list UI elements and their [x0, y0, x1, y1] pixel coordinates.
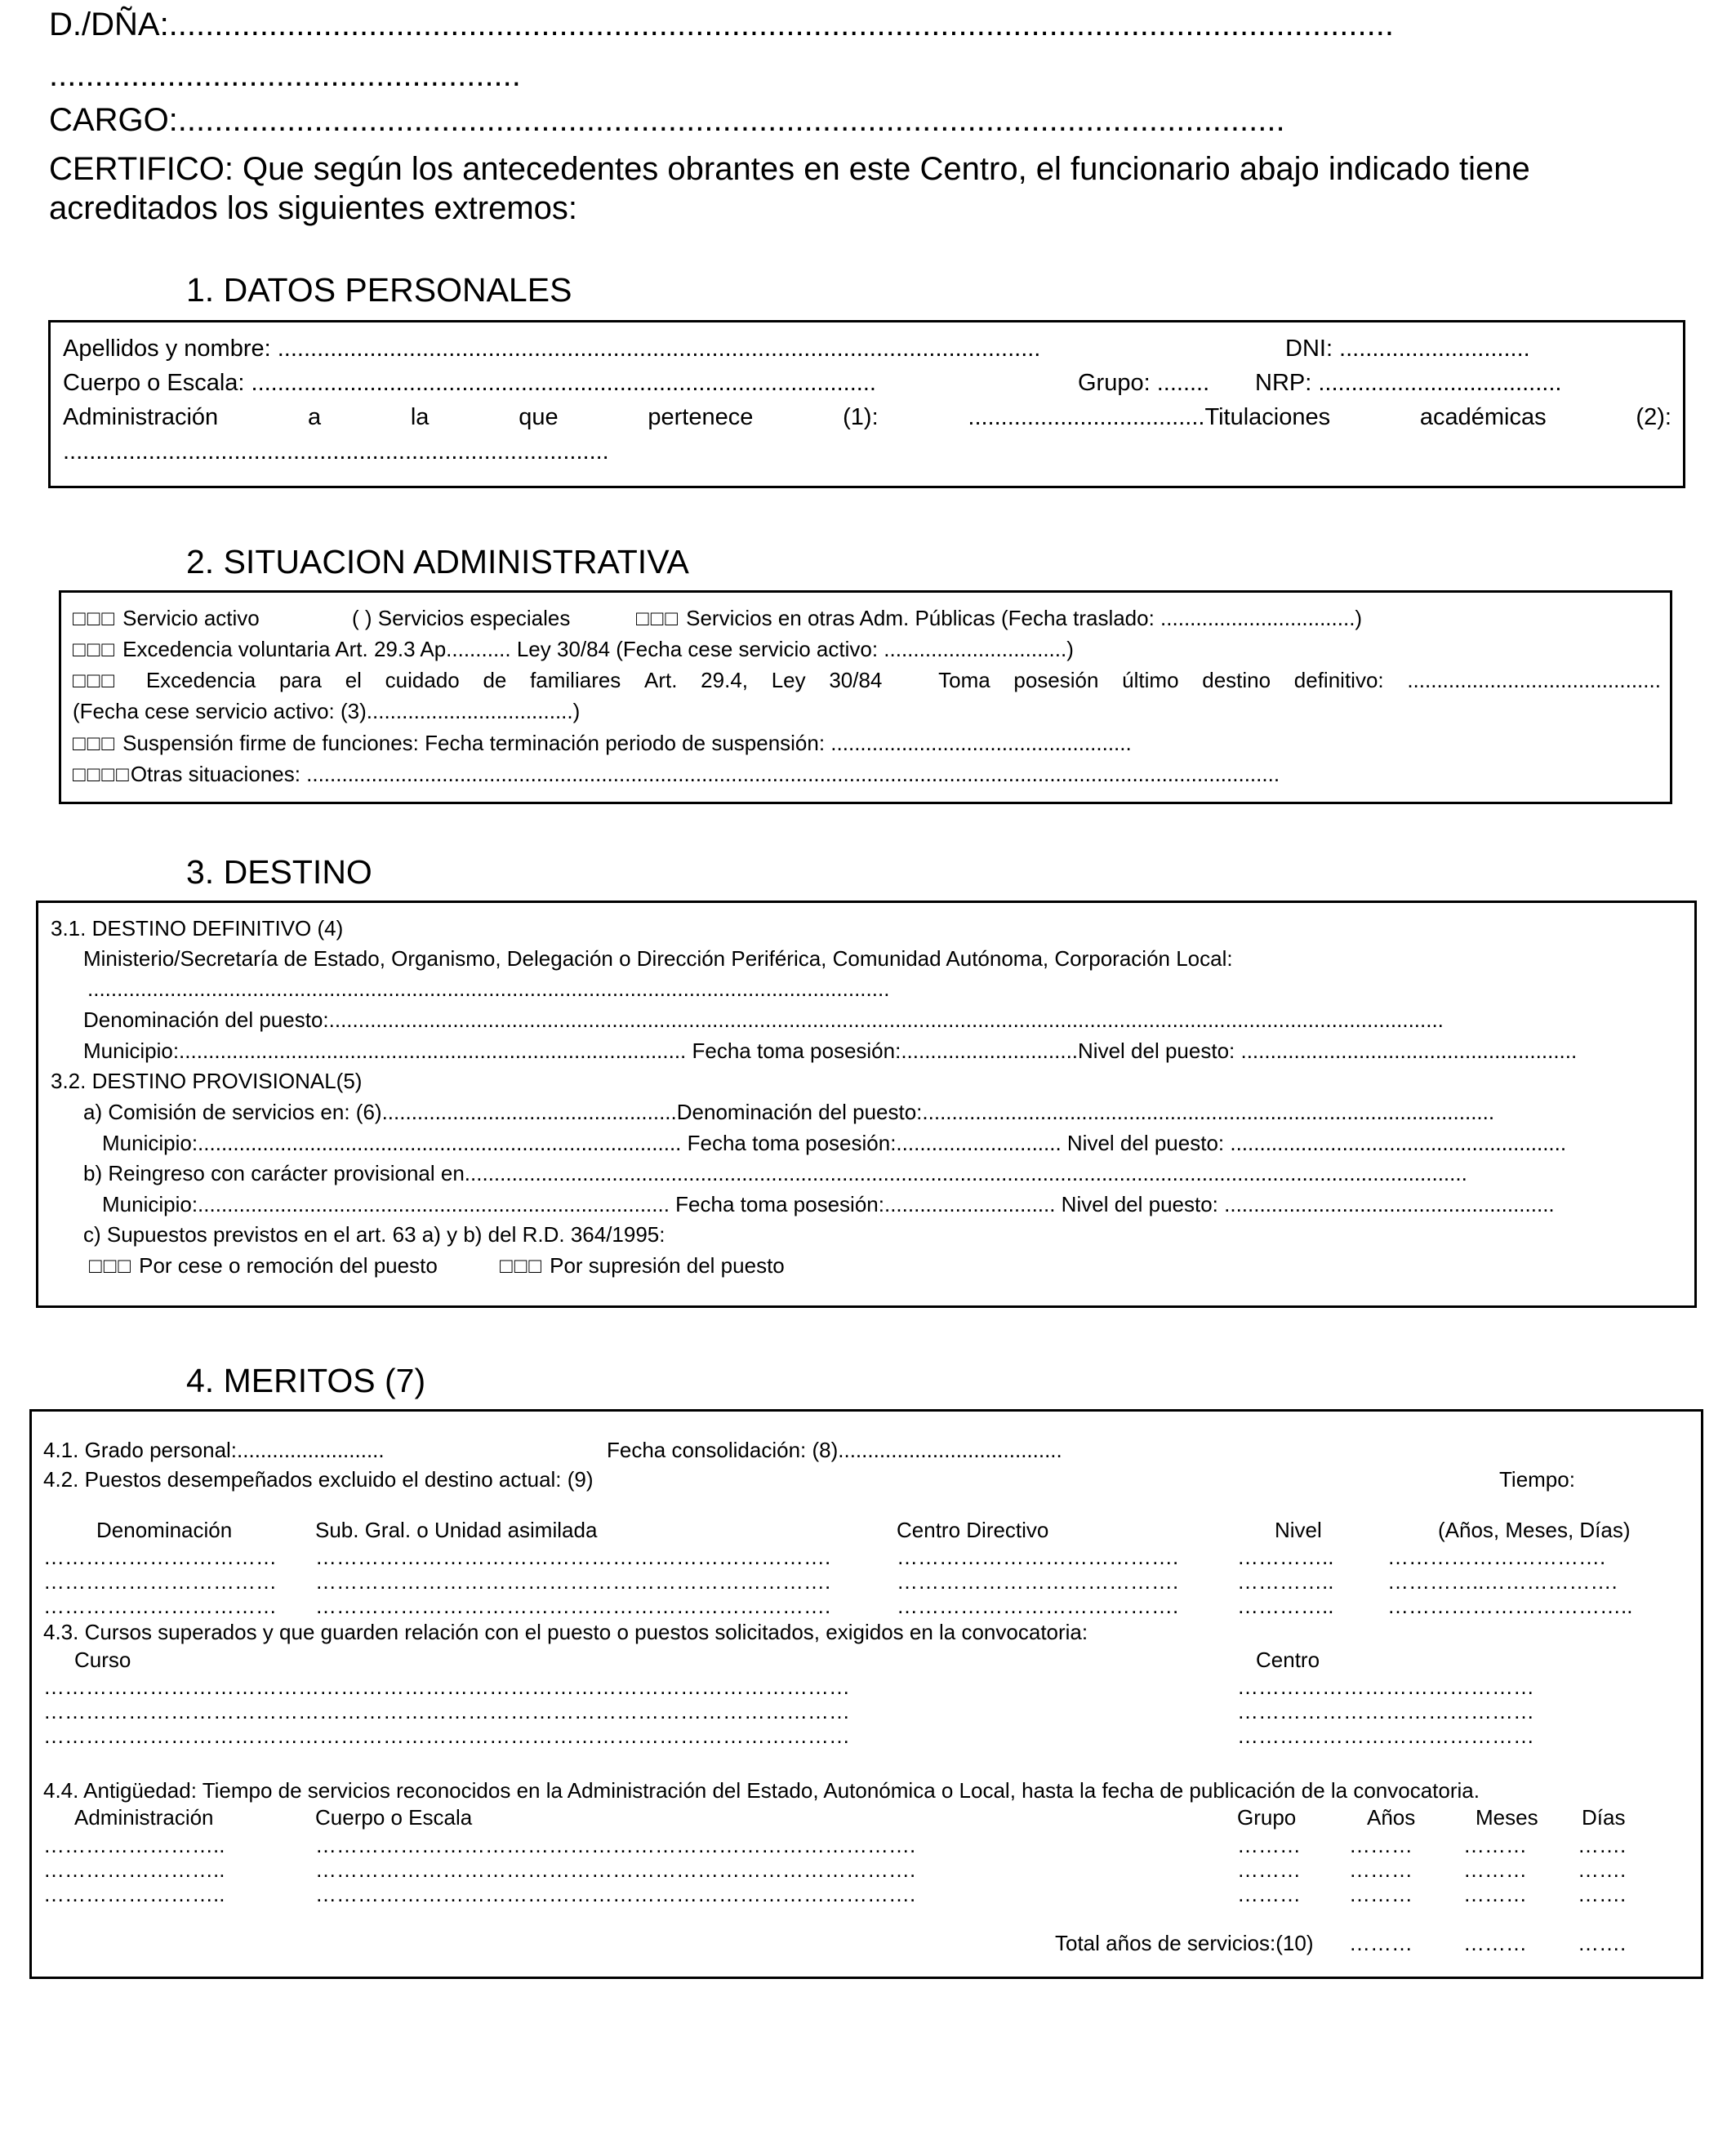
apellidos-field: Apellidos y nombre: .................................................................................................................... — [63, 336, 1041, 362]
word: 29.4, — [701, 668, 748, 692]
table-row-cell: …………………………………………………………………………. — [315, 1857, 916, 1882]
table-row-cell: …………………….. — [43, 1857, 225, 1882]
col-nivel: Nivel — [1275, 1518, 1322, 1542]
table-row-cell: ……… — [1463, 1857, 1527, 1882]
total-meses-value: ……… — [1463, 1931, 1527, 1955]
table-row-cell: …………………………………. — [897, 1569, 1179, 1594]
table-row-cell: …………………………………………………………………………………………………… — [43, 1723, 850, 1748]
table-row-cell: ……… — [1349, 1833, 1413, 1857]
dona-line: D./DÑA:....................................................................................................................................... — [49, 7, 1394, 42]
table-row-cell: …………………………………… — [1237, 1699, 1534, 1723]
table-row-cell: …………………………………. — [897, 1545, 1179, 1569]
table-row-cell: …………………………………………………………………………………………………… — [43, 1674, 850, 1699]
table-row-cell: …………………………. — [1387, 1545, 1606, 1569]
col-tiempo: (Años, Meses, Días) — [1438, 1518, 1631, 1542]
table-row-cell: ……… — [1237, 1857, 1301, 1882]
certifico-line-2: acreditados los siguientes extremos: — [49, 190, 577, 226]
table-row-cell: ……… — [1237, 1833, 1301, 1857]
cargo-line: CARGO:.......................................................................................................................... — [49, 102, 1285, 138]
admin-word: (1): — [843, 404, 879, 430]
nrp-field: NRP: ..................................... — [1255, 370, 1562, 396]
admin-word: Administración — [63, 404, 219, 430]
por-cese-option[interactable]: □□□ Por cese o remoción del puesto — [89, 1253, 438, 1279]
cursos-title: 4.3. Cursos superados y que guarden relación con el puesto o puestos solicitados, exigidos en la convocatoria: — [43, 1620, 1088, 1644]
word: de — [483, 668, 507, 692]
destino-definitivo-denominacion: Denominación del puesto:............................................................................................................................................................................................. — [83, 1007, 1444, 1032]
supuestos-line: c) Supuestos previstos en el art. 63 a) y b) del R.D. 364/1995: — [83, 1222, 665, 1247]
tiempo-label: Tiempo: — [1499, 1467, 1575, 1492]
servicio-activo-option[interactable]: □□□ Servicio activo — [73, 606, 260, 631]
destino-box — [36, 901, 1697, 1308]
table-row-cell: ………….. — [1237, 1569, 1334, 1594]
table-row-cell: ……… — [1463, 1833, 1527, 1857]
table-row-cell: …………..………………. — [1387, 1569, 1618, 1594]
word: ........................................... — [1407, 668, 1661, 692]
fecha-consolidacion-line: Fecha consolidación: (8)...................................... — [607, 1438, 1062, 1462]
word: el — [345, 668, 362, 692]
otras-situaciones-option[interactable]: □□□□ Otras situaciones: ..................................................................................................................................................................... — [73, 762, 1280, 787]
table-row-cell: …………………………… — [43, 1545, 277, 1569]
destino-definitivo-organismo-dots: ........................................................................................................................................ — [87, 976, 890, 1001]
otras-adm-option[interactable]: □□□ Servicios en otras Adm. Públicas (Fecha traslado: .................................) — [636, 606, 1362, 631]
table-row-cell: ……. — [1578, 1882, 1627, 1906]
cuerpo-field: Cuerpo o Escala: ............................................................................................... — [63, 370, 876, 396]
grado-personal-line: 4.1. Grado personal:......................... — [43, 1438, 385, 1462]
servicios-especiales-option[interactable]: ( ) Servicios especiales — [352, 606, 571, 630]
excedencia-familiares-option[interactable] — [73, 668, 1661, 693]
table-row-cell: ……. — [1578, 1833, 1627, 1857]
section-2-title: 2. SITUACION ADMINISTRATIVA — [186, 543, 689, 580]
titulaciones-continued: ................................................................................... — [63, 438, 609, 465]
section-4-title: 4. MERITOS (7) — [186, 1362, 426, 1399]
table-row-cell: ………….. — [1237, 1594, 1334, 1618]
admin-word: pertenece — [648, 404, 754, 430]
col-dias: Días — [1582, 1805, 1626, 1830]
certifico-text: CERTIFICO: Que según los antecedentes obrantes en este Centro, el funcionario abajo indicado tiene — [49, 151, 1530, 187]
table-row-cell: ……… — [1349, 1857, 1413, 1882]
table-row-cell: …………………………………………………………………………. — [315, 1833, 916, 1857]
destino-definitivo-title: 3.1. DESTINO DEFINITIVO (4) — [51, 916, 344, 941]
table-row-cell: ……… — [1237, 1882, 1301, 1906]
por-supresion-option[interactable]: □□□ Por supresión del puesto — [500, 1253, 785, 1279]
table-row-cell: …………………….. — [43, 1882, 225, 1906]
dona-line-continued: .................................................... — [49, 57, 521, 93]
word: Toma — [938, 668, 990, 692]
table-row-cell: ………….. — [1237, 1545, 1334, 1569]
section-3-title: 3. DESTINO — [186, 853, 372, 891]
table-row-cell: ……… — [1463, 1882, 1527, 1906]
section-1-title: 1. DATOS PERSONALES — [186, 271, 572, 309]
reingreso-municipio-line: Municipio:................................................................................ Fecha toma posesión:............................. Nivel del puesto: ........................................................ — [102, 1192, 1555, 1216]
table-row-cell: …………………………….. — [1387, 1594, 1633, 1618]
table-row-cell: …………………………………… — [1237, 1723, 1534, 1748]
word: 30/84 — [829, 668, 883, 692]
dni-field: DNI: ............................. — [1285, 336, 1530, 362]
antiguedad-title: 4.4. Antigüedad: Tiempo de servicios reconocidos en la Administración del Estado, Autonómica o Local, hasta la fecha de publicación de la convocatoria. — [43, 1778, 1480, 1803]
puestos-title: 4.2. Puestos desempeñados excluido el destino actual: (9) — [43, 1467, 594, 1492]
admin-word: a — [307, 404, 322, 430]
excedencia-voluntaria-option[interactable]: □□□ Excedencia voluntaria Art. 29.3 Ap........... Ley 30/84 (Fecha cese servicio activo: ...............................) — [73, 637, 1074, 662]
admin-word: ....................................Titulaciones — [968, 404, 1331, 430]
word: posesión — [1013, 668, 1099, 692]
col-grupo: Grupo — [1237, 1805, 1297, 1830]
col-centro-directivo: Centro Directivo — [897, 1518, 1049, 1542]
table-row-cell: …………………………… — [43, 1594, 277, 1618]
table-row-cell: ……… — [1349, 1882, 1413, 1906]
word: destino — [1202, 668, 1271, 692]
table-row-cell: …………………………………………………………………………………………………… — [43, 1699, 850, 1723]
destino-definitivo-municipio: Municipio:...................................................................................... Fecha toma posesión:..............................Nivel del puesto: ......................................................... — [83, 1038, 1578, 1063]
table-row-cell: ………………………………………………………………. — [315, 1569, 831, 1594]
word: Excedencia — [145, 668, 256, 692]
word: familiares — [530, 668, 621, 692]
table-row-cell: ………………………………………………………………. — [315, 1594, 831, 1618]
word: definitivo: — [1293, 668, 1384, 692]
col-subgral: Sub. Gral. o Unidad asimilada — [315, 1518, 598, 1542]
col-denominacion: Denominación — [96, 1518, 233, 1542]
col-meses: Meses — [1476, 1805, 1538, 1830]
comision-servicios-line: a) Comisión de servicios en: (6)..................................................Denominación del puesto:................................................................................................. — [83, 1100, 1495, 1124]
word: para — [278, 668, 322, 692]
checkbox-icon — [73, 668, 122, 693]
total-anos-label: Total años de servicios:(10) — [1055, 1931, 1314, 1955]
comision-municipio-line: Municipio:.................................................................................. Fecha toma posesión:............................ Nivel del puesto: ......................................................... — [102, 1131, 1567, 1155]
total-dias-value: ……. — [1578, 1931, 1627, 1955]
word: último — [1122, 668, 1179, 692]
admin-word: académicas — [1419, 404, 1547, 430]
col-centro: Centro — [1256, 1648, 1320, 1672]
word: cuidado — [385, 668, 460, 692]
grupo-field: Grupo: ........ — [1078, 370, 1210, 396]
certifico-line-1 — [49, 151, 1685, 188]
total-anos-value: ……… — [1349, 1931, 1413, 1955]
word: Ley — [771, 668, 806, 692]
destino-definitivo-organismo: Ministerio/Secretaría de Estado, Organismo, Delegación o Dirección Periférica, Comunidad Autónoma, Corporación Local: — [83, 946, 1233, 971]
fecha-cese-line: (Fecha cese servicio activo: (3)...................................) — [73, 699, 581, 723]
table-row-cell: …………………………………… — [1237, 1674, 1534, 1699]
destino-provisional-title: 3.2. DESTINO PROVISIONAL(5) — [51, 1069, 363, 1093]
situacion-administrativa-box — [59, 590, 1672, 804]
admin-word: (2): — [1636, 404, 1671, 430]
meritos-box — [29, 1409, 1703, 1979]
table-row-cell: ……. — [1578, 1857, 1627, 1882]
table-row-cell: …………………………………………………………………………. — [315, 1882, 916, 1906]
col-anos: Años — [1367, 1805, 1416, 1830]
administracion-line — [63, 404, 1671, 431]
col-administracion: Administración — [74, 1805, 214, 1830]
admin-word: que — [519, 404, 559, 430]
admin-word: la — [410, 404, 430, 430]
table-row-cell: …………………………… — [43, 1569, 277, 1594]
reingreso-line: b) Reingreso con carácter provisional en.......................................................................................................................................................................... — [83, 1161, 1467, 1185]
datos-personales-box — [48, 320, 1685, 488]
col-curso: Curso — [74, 1648, 131, 1672]
suspension-option[interactable]: □□□ Suspensión firme de funciones: Fecha terminación periodo de suspensión: ................................................... — [73, 731, 1132, 756]
table-row-cell: …………………………………. — [897, 1594, 1179, 1618]
table-row-cell: ………………………………………………………………. — [315, 1545, 831, 1569]
col-cuerpo: Cuerpo o Escala — [315, 1805, 473, 1830]
word: Art. — [644, 668, 678, 692]
table-row-cell: …………………….. — [43, 1833, 225, 1857]
